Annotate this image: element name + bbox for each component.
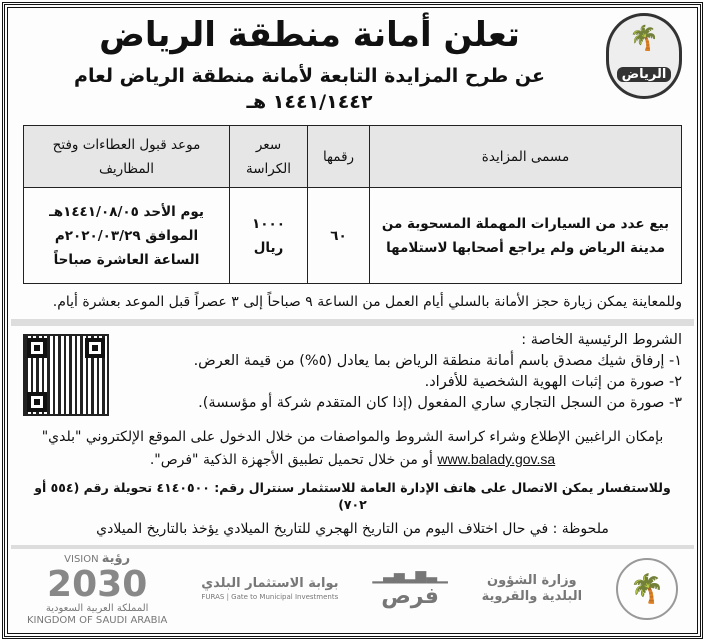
vision-ar: رؤية xyxy=(101,551,131,566)
cell-number: ٦٠ xyxy=(308,188,370,284)
palm-swords-icon: 🌴 xyxy=(629,24,659,52)
vision-year: 2030 xyxy=(47,564,148,605)
condition-item: ٣- صورة من السجل التجاري ساري المفعول (إذا كان المتقدم شركة أو مؤسسة). xyxy=(198,395,682,411)
col-number: رقمها xyxy=(308,126,370,188)
skyline-icon: ▁▃▅▂▆▃▁ xyxy=(372,568,448,584)
cell-date xyxy=(24,188,230,284)
date-hijri: يوم الأحد ١٤٤١/٠٨/٠٥هـ xyxy=(49,203,204,220)
col-auction-name: مسمى المزايدة xyxy=(370,126,682,188)
auction-table xyxy=(23,125,682,284)
furas-text: فرص xyxy=(381,584,439,609)
balady-link[interactable]: www.balady.gov.sa xyxy=(437,451,556,467)
purchase-text-2: أو من خلال تحميل تطبيق الأجهزة الذكية "فرص". xyxy=(149,452,433,468)
conditions xyxy=(121,330,682,414)
inspection-text: وللمعاينة يمكن زيارة حجز الأمانة بالسلي أيام العمل من الساعة ٩ صباحاً إلى ٣ عصراً قبل الموعد بعشرة أيام. xyxy=(52,294,682,310)
divider xyxy=(11,319,694,326)
cell-name: بيع عدد من السيارات المهملة المسحوبة من مدينة الرياض ولم يراجع أصحابها لاستلامها xyxy=(370,188,682,284)
vision-en: VISION xyxy=(64,554,99,565)
furas-logo xyxy=(372,568,447,610)
conditions-section xyxy=(23,330,682,416)
condition-item: ١- إرفاق شيك مصدق باسم أمانة منطقة الرياض بما يعادل (٥%) من قيمة العرض. xyxy=(193,353,682,369)
note: ملحوظة : في حال اختلاف اليوم من التاريخ الهجري للتاريخ الميلادي يؤخذ بالتاريخ الميلادي xyxy=(96,521,609,537)
conditions-title: الشروط الرئيسية الخاصة : xyxy=(521,332,682,348)
price-currency: ريال xyxy=(253,239,284,256)
table-row xyxy=(24,188,682,284)
portal-ar: بوابة الاستثمار البلدي xyxy=(201,576,339,591)
condition-item: ٢- صورة من إثبات الهوية الشخصية للأفراد. xyxy=(424,374,682,390)
page-subtitle: عن طرح المزايدة التابعة لأمانة منطقة الرياض لعام ١٤٤١/١٤٤٢ هـ xyxy=(74,65,545,113)
purchase-info xyxy=(23,426,682,471)
ad-frame xyxy=(2,2,703,639)
date-time: الساعة العاشرة صباحاً xyxy=(53,251,200,268)
portal-en: FURAS | Gate to Municipal Investments xyxy=(201,593,339,601)
logo-text: الرياض xyxy=(617,67,671,82)
header xyxy=(23,13,682,115)
purchase-text: بإمكان الراغبين الإطلاع وشراء كراسة الشروط والمواصفات من خلال الدخول على الموقع الإلكتروني "بلدي" xyxy=(41,429,664,445)
col-price: سعر الكراسة xyxy=(230,126,308,188)
col-date: موعد قبول العطاءات وفتح المظاريف xyxy=(24,126,230,188)
divider xyxy=(11,545,694,549)
kingdom-en: KINGDOM OF SAUDI ARABIA xyxy=(27,615,168,626)
emblem-logo: 🌴 xyxy=(616,558,678,620)
cell-price xyxy=(230,188,308,284)
investment-portal-logo xyxy=(201,576,338,602)
date-gregorian: الموافق ٢٠٢٠/٠٣/٢٩م xyxy=(54,227,199,244)
ministry-line1: وزارة الشؤون xyxy=(487,573,577,588)
footer-logos xyxy=(23,553,682,625)
riyadh-municipality-logo xyxy=(606,13,682,99)
price-value: ١٠٠٠ xyxy=(252,215,285,232)
kingdom-ar: المملكة العربية السعودية xyxy=(45,603,149,614)
table-header-row xyxy=(24,126,682,188)
ministry-logo xyxy=(482,573,582,605)
qr-code[interactable] xyxy=(23,334,109,416)
header-text xyxy=(23,13,596,115)
contact-info: وللاستفسار يمكن الاتصال على هاتف الإدارة العامة للاستثمار سنترال رقم: ٤١٤٠٥٠٠ تحويلة رقم (٥٥٤ أو ٧٠٢) xyxy=(34,480,671,512)
page-title: تعلن أمانة منطقة الرياض xyxy=(99,15,520,55)
vision-2030-logo xyxy=(27,551,167,627)
ministry-line2: البلدية والقروية xyxy=(481,589,583,604)
